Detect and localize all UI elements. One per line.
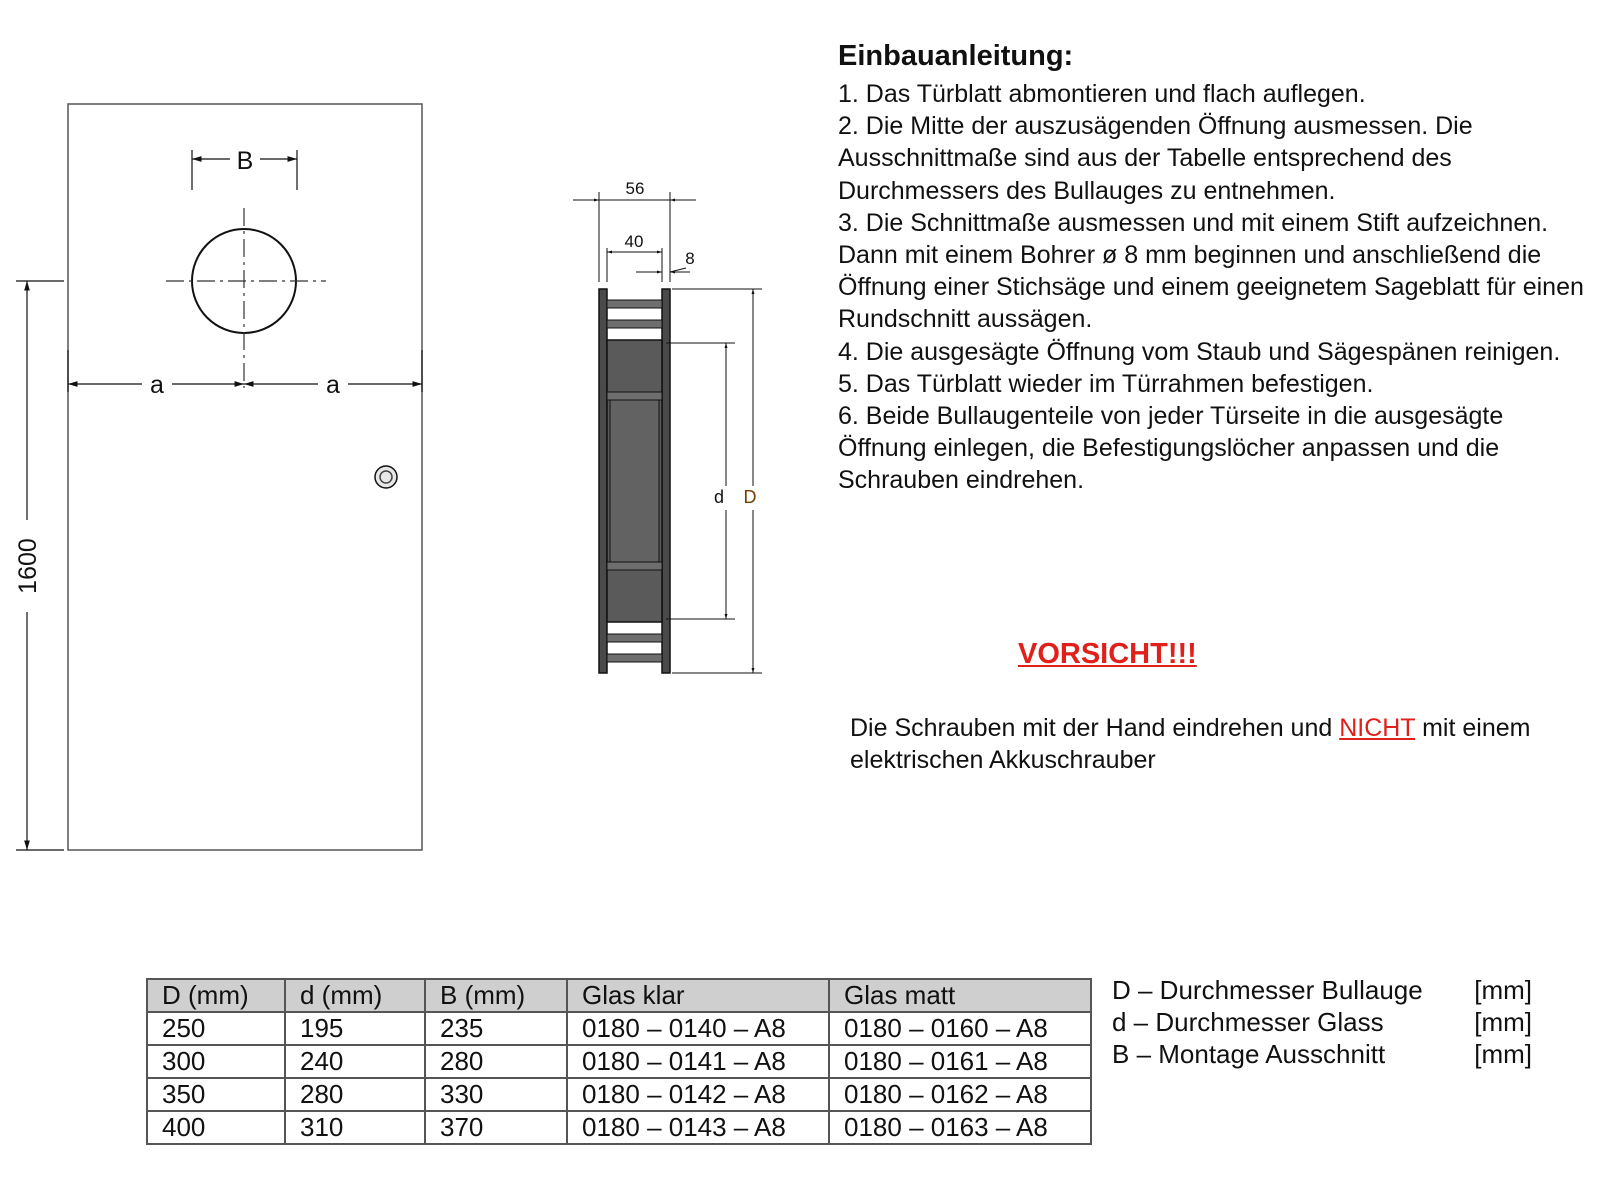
dimension-inner-depth — [607, 232, 662, 282]
table-header-cell: d (mm) — [285, 979, 425, 1012]
table-cell: 400 — [147, 1111, 285, 1144]
warning-text — [850, 712, 1590, 776]
table-cell: 0180 – 0160 – A8 — [829, 1012, 1091, 1045]
table-header-cell: Glas matt — [829, 979, 1091, 1012]
instruction-step: 2. Die Mitte der auszusägenden Öffnung ausmessen. Die Ausschnittmaße sind aus der Tabelle entsprechend des Durchmessers des Bullauges zu entnehmen. — [838, 112, 1473, 205]
porthole-section-view — [573, 179, 762, 673]
table-header-cell: Glas klar — [567, 979, 829, 1012]
legend-unit: [mm] — [1474, 1007, 1532, 1037]
legend-label: d – Durchmesser Glass — [1112, 1007, 1384, 1037]
table-cell: 280 — [285, 1078, 425, 1111]
instruction-step: 1. Das Türblatt abmontieren und flach auflegen. — [838, 80, 1366, 108]
legend-item — [1112, 1006, 1532, 1038]
table-cell: 300 — [147, 1045, 285, 1078]
instruction-step: 5. Das Türblatt wieder im Türrahmen befestigen. — [838, 369, 1374, 398]
dimension-flange-label: 8 — [685, 249, 695, 268]
table-cell: 370 — [425, 1111, 567, 1144]
dimension-a-left-label: a — [150, 371, 164, 399]
table-cell: 240 — [285, 1045, 425, 1078]
instructions-steps — [838, 78, 1598, 497]
legend-item — [1112, 974, 1532, 1006]
dimension-height-label: 1600 — [14, 538, 42, 594]
legend-unit: [mm] — [1474, 1039, 1532, 1069]
table-row — [147, 1078, 1091, 1111]
dimension-d-label: d — [713, 487, 725, 507]
door-front-view — [14, 104, 422, 850]
table-cell: 0180 – 0140 – A8 — [567, 1012, 829, 1045]
dimension-legend — [1112, 974, 1532, 1070]
dimension-D-label: D — [743, 487, 757, 507]
legend-unit: [mm] — [1474, 975, 1532, 1005]
dimension-d — [666, 343, 735, 619]
dimension-a-right-label: a — [326, 371, 340, 399]
outer-flange-right — [662, 289, 670, 673]
table-cell: 330 — [425, 1078, 567, 1111]
legend-label: D – Durchmesser Bullauge — [1112, 975, 1423, 1005]
warning-text-after: mit einem elektrischen Akkuschrauber — [850, 714, 1531, 774]
table-cell: 0180 – 0143 – A8 — [567, 1111, 829, 1144]
warning-highlight: NICHT — [1339, 714, 1416, 742]
legend-label: B – Montage Ausschnitt — [1112, 1039, 1386, 1069]
warning-title: VORSICHT!!! — [1018, 638, 1197, 670]
instruction-step: 6. Beide Bullaugenteile von jeder Türseite in die ausgesägte Öffnung einlegen, die Befestigungslöcher anpassen und die Schrauben eindrehen. — [838, 402, 1504, 495]
installation-instructions — [838, 38, 1598, 497]
dimension-B-label: B — [236, 147, 254, 175]
table-cell: 250 — [147, 1012, 285, 1045]
table-cell: 350 — [147, 1078, 285, 1111]
table-cell: 0180 – 0141 – A8 — [567, 1045, 829, 1078]
table-header-cell: B (mm) — [425, 979, 567, 1012]
table-cell: 0180 – 0162 – A8 — [829, 1078, 1091, 1111]
table-cell: 310 — [285, 1111, 425, 1144]
dimension-total-depth — [573, 179, 696, 282]
table-row — [147, 1012, 1091, 1045]
table-cell: 280 — [425, 1045, 567, 1078]
dimension-total-depth-label: 56 — [625, 179, 645, 198]
table-cell: 0180 – 0161 – A8 — [829, 1045, 1091, 1078]
legend-item — [1112, 1038, 1532, 1070]
table-cell: 235 — [425, 1012, 567, 1045]
outer-flange-left — [599, 289, 607, 673]
instruction-step: 4. Die ausgesägte Öffnung vom Staub und Sägespänen reinigen. — [838, 337, 1561, 366]
table-row — [147, 1111, 1091, 1144]
dimension-height — [14, 281, 64, 850]
table-cell: 0180 – 0163 – A8 — [829, 1111, 1091, 1144]
door-outline — [68, 104, 422, 850]
glass-pane — [610, 400, 659, 562]
table-row — [147, 1045, 1091, 1078]
porthole-spec-table — [146, 978, 1092, 1145]
warning-text-before: Die Schrauben mit der Hand eindrehen und — [850, 714, 1340, 742]
table-header-cell: D (mm) — [147, 979, 285, 1012]
table-header-row — [147, 979, 1091, 1012]
instructions-title: Einbauanleitung: — [838, 40, 1074, 72]
dimension-D — [672, 289, 762, 673]
dimension-inner-depth-label: 40 — [624, 232, 644, 251]
door-knob-icon — [375, 466, 397, 488]
instruction-step: 3. Die Schnittmaße ausmessen und mit einem Stift aufzeichnen. Dann mit einem Bohrer ø 8 mm beginnen und anschließend die Öffnung einer Stichsäge und einem geeignetem Sageblatt für einen Rundschnitt aussägen. — [838, 208, 1584, 334]
table-cell: 195 — [285, 1012, 425, 1045]
table-cell: 0180 – 0142 – A8 — [567, 1078, 829, 1111]
